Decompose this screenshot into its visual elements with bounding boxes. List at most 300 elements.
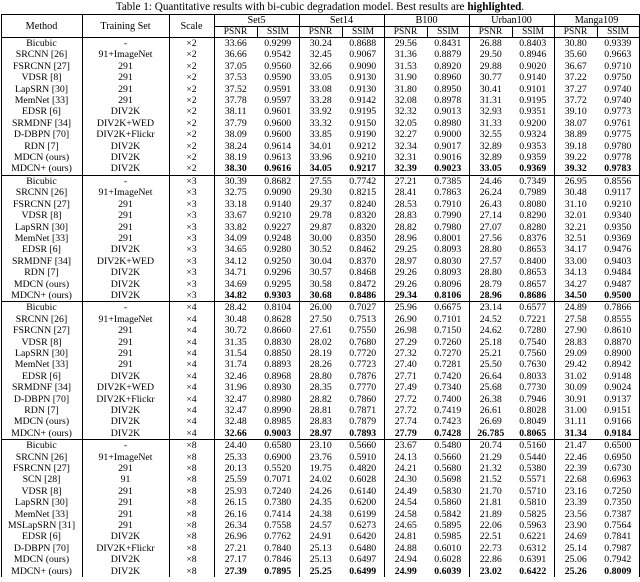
scale-cell: ×4 [169, 405, 214, 416]
psnr-cell: 24.30 [384, 474, 427, 485]
method-cell: MDCN+ (ours) [1, 566, 82, 577]
training-set-cell: DIV2K [82, 244, 169, 255]
scale-cell: ×4 [169, 428, 214, 440]
psnr-cell: 27.21 [214, 543, 257, 554]
scale-cell: ×4 [169, 314, 214, 325]
psnr-cell: 24.57 [299, 520, 342, 531]
ssim-cell: 0.9340 [597, 210, 639, 221]
psnr-cell: 25.26 [554, 566, 597, 577]
psnr-cell: 30.52 [299, 244, 342, 255]
psnr-cell: 33.67 [214, 210, 257, 221]
table-row [1, 337, 639, 348]
header-ssim: SSIM [597, 27, 639, 38]
table-row [1, 359, 639, 370]
ssim-cell: 0.8001 [427, 233, 469, 244]
psnr-cell: 30.77 [469, 72, 512, 83]
table-row [1, 129, 639, 140]
psnr-cell: 32.39 [384, 163, 427, 175]
training-set-cell: 291 [82, 497, 169, 508]
method-cell: VDSR [8] [1, 486, 82, 497]
method-cell: SRCNN [26] [1, 187, 82, 198]
method-cell: SRCNN [26] [1, 452, 82, 463]
ssim-cell: 0.8468 [342, 267, 384, 278]
ssim-cell: 0.9017 [427, 141, 469, 152]
psnr-cell: 32.47 [214, 405, 257, 416]
scale-cell: ×4 [169, 416, 214, 427]
ssim-cell: 0.8653 [512, 267, 554, 278]
scale-cell: ×2 [169, 49, 214, 60]
psnr-cell: 30.39 [214, 175, 257, 187]
scale-cell: ×2 [169, 141, 214, 152]
ssim-cell: 0.9710 [597, 61, 639, 72]
table-row [1, 279, 639, 290]
scale-cell: ×2 [169, 106, 214, 117]
psnr-cell: 25.59 [214, 474, 257, 485]
ssim-cell: 0.7946 [512, 394, 554, 405]
psnr-cell: 27.72 [384, 394, 427, 405]
method-cell: MDCN (ours) [1, 279, 82, 290]
table-row [1, 531, 639, 542]
training-set-cell: DIV2K+Flickr [82, 543, 169, 554]
psnr-cell: 32.48 [214, 416, 257, 427]
ssim-cell: 0.8280 [512, 222, 554, 233]
psnr-cell: 34.65 [214, 244, 257, 255]
ssim-cell: 0.7150 [427, 325, 469, 336]
psnr-cell: 28.81 [299, 405, 342, 416]
ssim-cell: 0.6028 [427, 554, 469, 565]
ssim-cell: 0.6199 [342, 509, 384, 520]
scale-cell: ×2 [169, 95, 214, 106]
psnr-cell: 39.32 [554, 163, 597, 175]
ssim-cell: 0.9090 [257, 187, 299, 198]
psnr-cell: 32.45 [299, 49, 342, 60]
psnr-cell: 31.35 [214, 337, 257, 348]
psnr-cell: 29.26 [384, 267, 427, 278]
ssim-cell: 0.9773 [597, 106, 639, 117]
psnr-cell: 28.02 [299, 337, 342, 348]
ssim-cell: 0.9560 [257, 61, 299, 72]
psnr-cell: 26.96 [214, 531, 257, 542]
ssim-cell: 0.9590 [257, 72, 299, 83]
ssim-cell: 0.7387 [597, 509, 639, 520]
psnr-cell: 38.89 [554, 129, 597, 140]
psnr-cell: 26.15 [214, 497, 257, 508]
ssim-cell: 0.9148 [597, 371, 639, 382]
table-row [1, 371, 639, 382]
table-row [1, 543, 639, 554]
ssim-cell: 0.8370 [342, 256, 384, 267]
ssim-cell: 0.8990 [257, 405, 299, 416]
psnr-cell: 26.64 [469, 371, 512, 382]
ssim-cell: 0.8065 [512, 428, 554, 440]
psnr-cell: 37.79 [214, 118, 257, 129]
psnr-cell: 22.39 [554, 463, 597, 474]
scale-cell: ×8 [169, 509, 214, 520]
scale-cell: ×8 [169, 452, 214, 463]
method-cell: FSRCNN [27] [1, 199, 82, 210]
psnr-cell: 22.68 [554, 474, 597, 485]
table-row [1, 210, 639, 221]
psnr-cell: 23.56 [554, 509, 597, 520]
caption-highlight: highlighted [467, 1, 522, 13]
psnr-cell: 25.14 [554, 543, 597, 554]
table-row [1, 244, 639, 255]
ssim-cell: 0.8320 [342, 222, 384, 233]
method-cell: FSRCNN [27] [1, 463, 82, 474]
header-psnr: PSNR [299, 27, 342, 38]
psnr-cell: 29.30 [299, 187, 342, 198]
psnr-cell: 29.26 [384, 279, 427, 290]
ssim-cell: 0.8900 [597, 348, 639, 359]
psnr-cell: 32.08 [384, 95, 427, 106]
ssim-cell: 0.9013 [427, 106, 469, 117]
psnr-cell: 27.14 [469, 210, 512, 221]
ssim-cell: 0.5830 [427, 486, 469, 497]
ssim-cell: 0.9140 [257, 199, 299, 210]
ssim-cell: 0.7414 [257, 509, 299, 520]
ssim-cell: 0.7423 [427, 416, 469, 427]
psnr-cell: 33.96 [299, 152, 342, 163]
table-row [1, 463, 639, 474]
training-set-cell: DIV2K [82, 141, 169, 152]
psnr-cell: 24.91 [299, 531, 342, 542]
ssim-cell: 0.7420 [427, 371, 469, 382]
psnr-cell: 24.40 [214, 440, 257, 452]
ssim-cell: 0.8104 [257, 302, 299, 314]
ssim-cell: 0.5380 [512, 463, 554, 474]
psnr-cell: 32.89 [469, 141, 512, 152]
header-method: Method [1, 15, 82, 38]
table-row [1, 222, 639, 233]
psnr-cell: 37.05 [214, 61, 257, 72]
ssim-cell: 0.5520 [257, 463, 299, 474]
ssim-cell: 0.7680 [342, 337, 384, 348]
ssim-cell: 0.9487 [597, 279, 639, 290]
psnr-cell: 25.68 [469, 382, 512, 393]
training-set-cell: 291 [82, 509, 169, 520]
method-cell: MSLapSRN [31] [1, 520, 82, 531]
ssim-cell: 0.9783 [597, 163, 639, 175]
method-cell: MDCN (ours) [1, 554, 82, 565]
scale-cell: ×4 [169, 371, 214, 382]
training-set-cell: 291 [82, 199, 169, 210]
ssim-cell: 0.7895 [257, 566, 299, 577]
psnr-cell: 28.80 [299, 371, 342, 382]
psnr-cell: 24.13 [384, 452, 427, 463]
psnr-cell: 29.78 [299, 210, 342, 221]
method-cell: D-DBPN [70] [1, 129, 82, 140]
ssim-cell: 0.8688 [342, 38, 384, 50]
ssim-cell: 0.9210 [597, 199, 639, 210]
psnr-cell: 24.49 [384, 486, 427, 497]
ssim-cell: 0.5660 [427, 452, 469, 463]
method-cell: RDN [7] [1, 405, 82, 416]
method-cell: RDN [7] [1, 141, 82, 152]
psnr-cell: 34.09 [214, 233, 257, 244]
method-cell: MDCN (ours) [1, 416, 82, 427]
ssim-cell: 0.8682 [257, 175, 299, 187]
scale-cell: ×3 [169, 267, 214, 278]
training-set-cell: DIV2K+WED [82, 256, 169, 267]
ssim-cell: 0.7893 [342, 428, 384, 440]
ssim-cell: 0.9542 [257, 49, 299, 60]
psnr-cell: 28.26 [299, 359, 342, 370]
ssim-cell: 0.9248 [257, 233, 299, 244]
ssim-cell: 0.6221 [512, 531, 554, 542]
psnr-cell: 19.75 [299, 463, 342, 474]
ssim-cell: 0.9151 [597, 405, 639, 416]
ssim-cell: 0.8628 [257, 314, 299, 325]
psnr-cell: 25.33 [214, 452, 257, 463]
ssim-cell: 0.6730 [597, 463, 639, 474]
psnr-cell: 28.35 [299, 382, 342, 393]
ssim-cell: 0.8660 [257, 325, 299, 336]
psnr-cell: 24.69 [554, 531, 597, 542]
psnr-cell: 25.93 [214, 486, 257, 497]
training-set-cell: DIV2K [82, 531, 169, 542]
ssim-cell: 0.9484 [597, 267, 639, 278]
scale-cell: ×2 [169, 129, 214, 140]
ssim-cell: 0.8657 [512, 279, 554, 290]
scale-cell: ×8 [169, 497, 214, 508]
psnr-cell: 32.21 [554, 222, 597, 233]
ssim-cell: 0.8106 [427, 290, 469, 302]
table-row [1, 199, 639, 210]
psnr-cell: 22.46 [554, 452, 597, 463]
ssim-cell: 0.7071 [257, 474, 299, 485]
ssim-cell: 0.6497 [342, 554, 384, 565]
method-cell: RDN [7] [1, 267, 82, 278]
psnr-cell: 27.71 [384, 371, 427, 382]
psnr-cell: 29.56 [384, 38, 427, 50]
ssim-cell: 0.9130 [342, 72, 384, 83]
ssim-cell: 0.8290 [512, 210, 554, 221]
psnr-cell: 33.92 [299, 106, 342, 117]
scale-cell: ×2 [169, 61, 214, 72]
ssim-cell: 0.8980 [427, 118, 469, 129]
psnr-cell: 28.41 [384, 187, 427, 198]
psnr-cell: 34.69 [214, 279, 257, 290]
scale-cell: ×3 [169, 210, 214, 221]
ssim-cell: 0.9296 [257, 267, 299, 278]
psnr-cell: 28.53 [384, 199, 427, 210]
ssim-cell: 0.9601 [257, 106, 299, 117]
ssim-cell: 0.5910 [342, 452, 384, 463]
table-row [1, 382, 639, 393]
psnr-cell: 24.26 [299, 486, 342, 497]
psnr-cell: 27.61 [299, 325, 342, 336]
ssim-cell: 0.8950 [427, 84, 469, 95]
ssim-cell: 0.7550 [342, 325, 384, 336]
ssim-cell: 0.6273 [342, 520, 384, 531]
psnr-cell: 33.18 [214, 199, 257, 210]
training-set-cell: 291 [82, 95, 169, 106]
ssim-cell: 0.9600 [257, 118, 299, 129]
ssim-cell: 0.8462 [342, 244, 384, 255]
psnr-cell: 31.11 [554, 416, 597, 427]
table-body [1, 38, 639, 578]
psnr-cell: 28.83 [384, 210, 427, 221]
ssim-cell: 0.8093 [427, 267, 469, 278]
psnr-cell: 37.52 [214, 84, 257, 95]
ssim-cell: 0.9350 [597, 222, 639, 233]
psnr-cell: 34.05 [299, 163, 342, 175]
ssim-cell: 0.8985 [257, 416, 299, 427]
psnr-cell: 27.17 [214, 554, 257, 565]
table-row [1, 509, 639, 520]
table-row [1, 106, 639, 117]
ssim-cell: 0.9184 [597, 428, 639, 440]
ssim-cell: 0.9295 [257, 279, 299, 290]
scale-cell: ×8 [169, 531, 214, 542]
table-row [1, 187, 639, 198]
ssim-cell: 0.7250 [597, 486, 639, 497]
method-cell: VDSR [8] [1, 210, 82, 221]
psnr-cell: 38.11 [214, 106, 257, 117]
scale-cell: ×3 [169, 199, 214, 210]
ssim-cell: 0.8320 [342, 210, 384, 221]
ssim-cell: 0.7385 [427, 175, 469, 187]
psnr-cell: 28.96 [384, 233, 427, 244]
psnr-cell: 29.09 [554, 348, 597, 359]
table-row [1, 520, 639, 531]
table-row [1, 325, 639, 336]
table-row [1, 267, 639, 278]
method-cell: D-DBPN [70] [1, 394, 82, 405]
ssim-cell: 0.9613 [257, 152, 299, 163]
ssim-cell: 0.7349 [512, 175, 554, 187]
method-cell: EDSR [6] [1, 244, 82, 255]
psnr-cell: 30.58 [299, 279, 342, 290]
method-cell: EDSR [6] [1, 371, 82, 382]
ssim-cell: 0.8653 [512, 244, 554, 255]
ssim-cell: 0.8030 [427, 256, 469, 267]
method-cell: MemNet [33] [1, 95, 82, 106]
psnr-cell: 26.38 [469, 394, 512, 405]
ssim-cell: 0.9250 [257, 256, 299, 267]
table-row [1, 152, 639, 163]
psnr-cell: 34.01 [299, 141, 342, 152]
psnr-cell: 26.00 [299, 302, 342, 314]
psnr-cell: 24.54 [384, 497, 427, 508]
ssim-cell: 0.7380 [257, 497, 299, 508]
ssim-cell: 0.7513 [342, 314, 384, 325]
scale-cell: ×4 [169, 382, 214, 393]
ssim-cell: 0.7762 [257, 531, 299, 542]
psnr-cell: 27.79 [384, 428, 427, 440]
ssim-cell: 0.7720 [342, 348, 384, 359]
psnr-cell: 30.09 [554, 382, 597, 393]
ssim-cell: 0.7027 [342, 302, 384, 314]
ssim-cell: 0.9130 [342, 84, 384, 95]
ssim-cell: 0.7723 [342, 359, 384, 370]
ssim-cell: 0.9339 [597, 38, 639, 50]
ssim-cell: 0.9663 [597, 49, 639, 60]
training-set-cell: 291 [82, 222, 169, 233]
ssim-cell: 0.6577 [512, 302, 554, 314]
scale-cell: ×8 [169, 520, 214, 531]
training-set-cell: 291 [82, 210, 169, 221]
ssim-cell: 0.7101 [427, 314, 469, 325]
ssim-cell: 0.7630 [512, 359, 554, 370]
table-row [1, 474, 639, 485]
method-cell: VDSR [8] [1, 72, 82, 83]
method-cell: MDCN+ (ours) [1, 163, 82, 175]
table-row [1, 405, 639, 416]
psnr-cell: 32.89 [469, 152, 512, 163]
training-set-cell: 291 [82, 61, 169, 72]
ssim-cell: 0.7980 [427, 222, 469, 233]
psnr-cell: 24.58 [384, 509, 427, 520]
psnr-cell: 39.18 [554, 141, 597, 152]
ssim-cell: 0.9195 [342, 106, 384, 117]
psnr-cell: 32.66 [299, 61, 342, 72]
ssim-cell: 0.7863 [427, 187, 469, 198]
ssim-cell: 0.7742 [342, 175, 384, 187]
psnr-cell: 39.22 [554, 152, 597, 163]
ssim-cell: 0.7730 [512, 382, 554, 393]
psnr-cell: 25.96 [384, 302, 427, 314]
method-cell: LapSRN [30] [1, 222, 82, 233]
table-row [1, 163, 639, 175]
psnr-cell: 23.90 [554, 520, 597, 531]
psnr-cell: 34.71 [214, 267, 257, 278]
psnr-cell: 38.24 [214, 141, 257, 152]
ssim-cell: 0.7860 [342, 394, 384, 405]
ssim-cell: 0.9403 [597, 256, 639, 267]
psnr-cell: 33.00 [554, 256, 597, 267]
method-cell: VDSR [8] [1, 337, 82, 348]
table-row [1, 440, 639, 452]
psnr-cell: 30.91 [554, 394, 597, 405]
header-dataset: Set5 [214, 15, 299, 27]
training-set-cell: 291 [82, 325, 169, 336]
psnr-cell: 20.13 [214, 463, 257, 474]
psnr-cell: 38.19 [214, 152, 257, 163]
header-dataset: Manga109 [554, 15, 639, 27]
psnr-cell: 21.89 [469, 509, 512, 520]
ssim-cell: 0.7419 [427, 405, 469, 416]
psnr-cell: 22.86 [469, 554, 512, 565]
psnr-cell: 31.02 [554, 371, 597, 382]
ssim-cell: 0.9303 [257, 290, 299, 302]
ssim-cell: 0.7840 [257, 543, 299, 554]
psnr-cell: 31.33 [469, 118, 512, 129]
training-set-cell: 91 [82, 474, 169, 485]
ssim-cell: 0.8486 [342, 290, 384, 302]
psnr-cell: 25.06 [554, 554, 597, 565]
psnr-cell: 29.34 [384, 290, 427, 302]
psnr-cell: 21.52 [469, 474, 512, 485]
ssim-cell: 0.5160 [512, 440, 554, 452]
training-set-cell: DIV2K [82, 428, 169, 440]
ssim-cell: 0.7866 [597, 302, 639, 314]
psnr-cell: 26.43 [469, 199, 512, 210]
ssim-cell: 0.7558 [257, 520, 299, 531]
ssim-cell: 0.9195 [512, 95, 554, 106]
ssim-cell: 0.9142 [342, 95, 384, 106]
ssim-cell: 0.7871 [342, 405, 384, 416]
psnr-cell: 32.32 [384, 106, 427, 117]
scale-cell: ×3 [169, 256, 214, 267]
psnr-cell: 33.82 [214, 222, 257, 233]
psnr-cell: 38.07 [554, 118, 597, 129]
psnr-cell: 30.00 [299, 233, 342, 244]
psnr-cell: 31.53 [384, 61, 427, 72]
ssim-cell: 0.6312 [512, 543, 554, 554]
ssim-cell: 0.8686 [512, 290, 554, 302]
table-row [1, 61, 639, 72]
